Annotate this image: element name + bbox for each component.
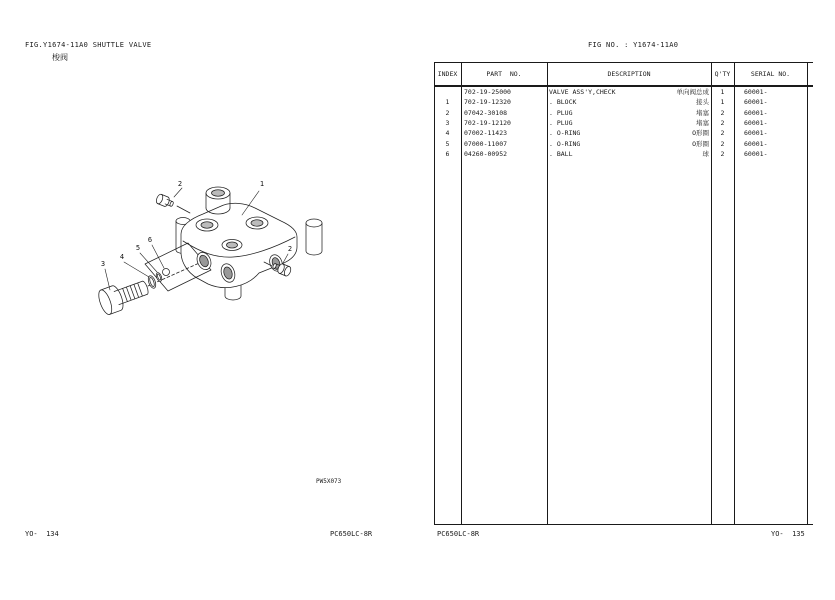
callout-1: 1 <box>259 180 265 188</box>
cell-index: 1 <box>445 98 450 107</box>
column-header-qty: Q'TY <box>714 70 731 78</box>
description-cn: 堵塞 <box>696 119 709 128</box>
cell-part-no: 07002-11423 <box>464 129 508 138</box>
plug-item-3-drawing <box>96 275 151 316</box>
figure-title: FIG.Y1674-11A0 SHUTTLE VALVE <box>25 41 152 49</box>
description-en: . PLUG <box>549 119 573 128</box>
cell-index: 5 <box>445 139 450 148</box>
ball-item-6-drawing <box>163 269 170 276</box>
footer-model-left: PC650LC-8R <box>330 530 373 538</box>
cell-serial: 60001- <box>744 129 768 138</box>
table-row <box>434 97 807 107</box>
cell-qty: 2 <box>720 129 725 138</box>
footer-model-right: PC650LC-8R <box>437 530 480 538</box>
column-header-description: DESCRIPTION <box>607 70 651 78</box>
footer-page-number-right: YO- 135 <box>771 530 805 538</box>
cell-description <box>547 97 711 107</box>
table-body <box>434 87 807 159</box>
fig-no-header: FIG NO. : Y1674-11A0 <box>588 41 679 49</box>
description-cn: 球 <box>702 150 709 159</box>
plug-fitting-top-left-drawing <box>155 193 175 209</box>
cell-part-no: 04260-00952 <box>464 150 508 159</box>
cell-index: 6 <box>445 150 450 159</box>
table-row <box>434 139 807 149</box>
table-row <box>434 149 807 159</box>
description-cn: 单向阀总成 <box>676 88 709 96</box>
description-en: . O-RING <box>549 129 581 138</box>
cell-serial: 60001- <box>744 88 768 96</box>
description-cn: 接头 <box>696 98 709 107</box>
cell-serial: 60001- <box>744 98 768 107</box>
cell-description <box>547 149 711 159</box>
column-header-serial-no: SERIAL NO. <box>750 70 791 78</box>
cell-qty: 1 <box>720 98 725 107</box>
description-en: . BALL <box>549 150 573 159</box>
cell-description <box>547 139 711 149</box>
cell-part-no: 702-19-12120 <box>464 119 511 128</box>
cell-serial: 60001- <box>744 108 768 117</box>
callout-4: 4 <box>119 253 125 261</box>
cell-index: 4 <box>445 129 450 138</box>
description-cn: O形圈 <box>692 129 709 138</box>
column-header-part-no: PART NO. <box>486 70 522 78</box>
table-header-row <box>434 63 807 85</box>
cell-qty: 2 <box>720 139 725 148</box>
description-en: . PLUG <box>549 108 573 117</box>
table-row <box>434 108 807 118</box>
cell-qty: 1 <box>720 88 725 96</box>
cell-serial: 60001- <box>744 139 768 148</box>
table-border-right <box>807 62 808 525</box>
callout-2-right: 2 <box>287 245 293 253</box>
cell-part-no: 07042-30108 <box>464 108 508 117</box>
footer-page-number-left: YO- 134 <box>25 530 59 538</box>
cell-description <box>547 118 711 128</box>
o-ring-item-5-drawing <box>155 272 163 282</box>
table-row <box>434 118 807 128</box>
callout-2-top-left: 2 <box>177 180 183 188</box>
cell-qty: 2 <box>720 108 725 117</box>
cell-serial: 60001- <box>744 150 768 159</box>
cell-index: 2 <box>445 108 450 117</box>
figure-title-chinese: 梭阀 <box>52 53 68 62</box>
callout-6: 6 <box>147 236 153 244</box>
cell-index: 3 <box>445 119 450 128</box>
callout-3: 3 <box>100 260 106 268</box>
description-cn: O形圈 <box>692 139 709 148</box>
table-row <box>434 87 807 97</box>
cell-part-no: 702-19-25000 <box>464 88 511 96</box>
cell-part-no: 07000-11007 <box>464 139 508 148</box>
parts-table <box>434 62 813 525</box>
description-cn: 堵塞 <box>696 108 709 117</box>
description-en: . BLOCK <box>549 98 577 107</box>
table-row <box>434 128 807 138</box>
callout-5: 5 <box>135 244 141 252</box>
description-en: . O-RING <box>549 139 581 148</box>
cell-description <box>547 108 711 118</box>
table-border-bottom <box>434 524 813 525</box>
valve-block-drawing <box>176 187 322 300</box>
cell-qty: 2 <box>720 119 725 128</box>
column-header-index: INDEX <box>437 70 458 78</box>
cell-description <box>547 128 711 138</box>
cell-qty: 2 <box>720 150 725 159</box>
cell-serial: 60001- <box>744 119 768 128</box>
cell-part-no: 702-19-12320 <box>464 98 511 107</box>
description-en: VALVE ASS'Y,CHECK <box>549 88 616 96</box>
drawing-code: PW5X073 <box>316 478 342 485</box>
cell-description <box>547 87 711 97</box>
